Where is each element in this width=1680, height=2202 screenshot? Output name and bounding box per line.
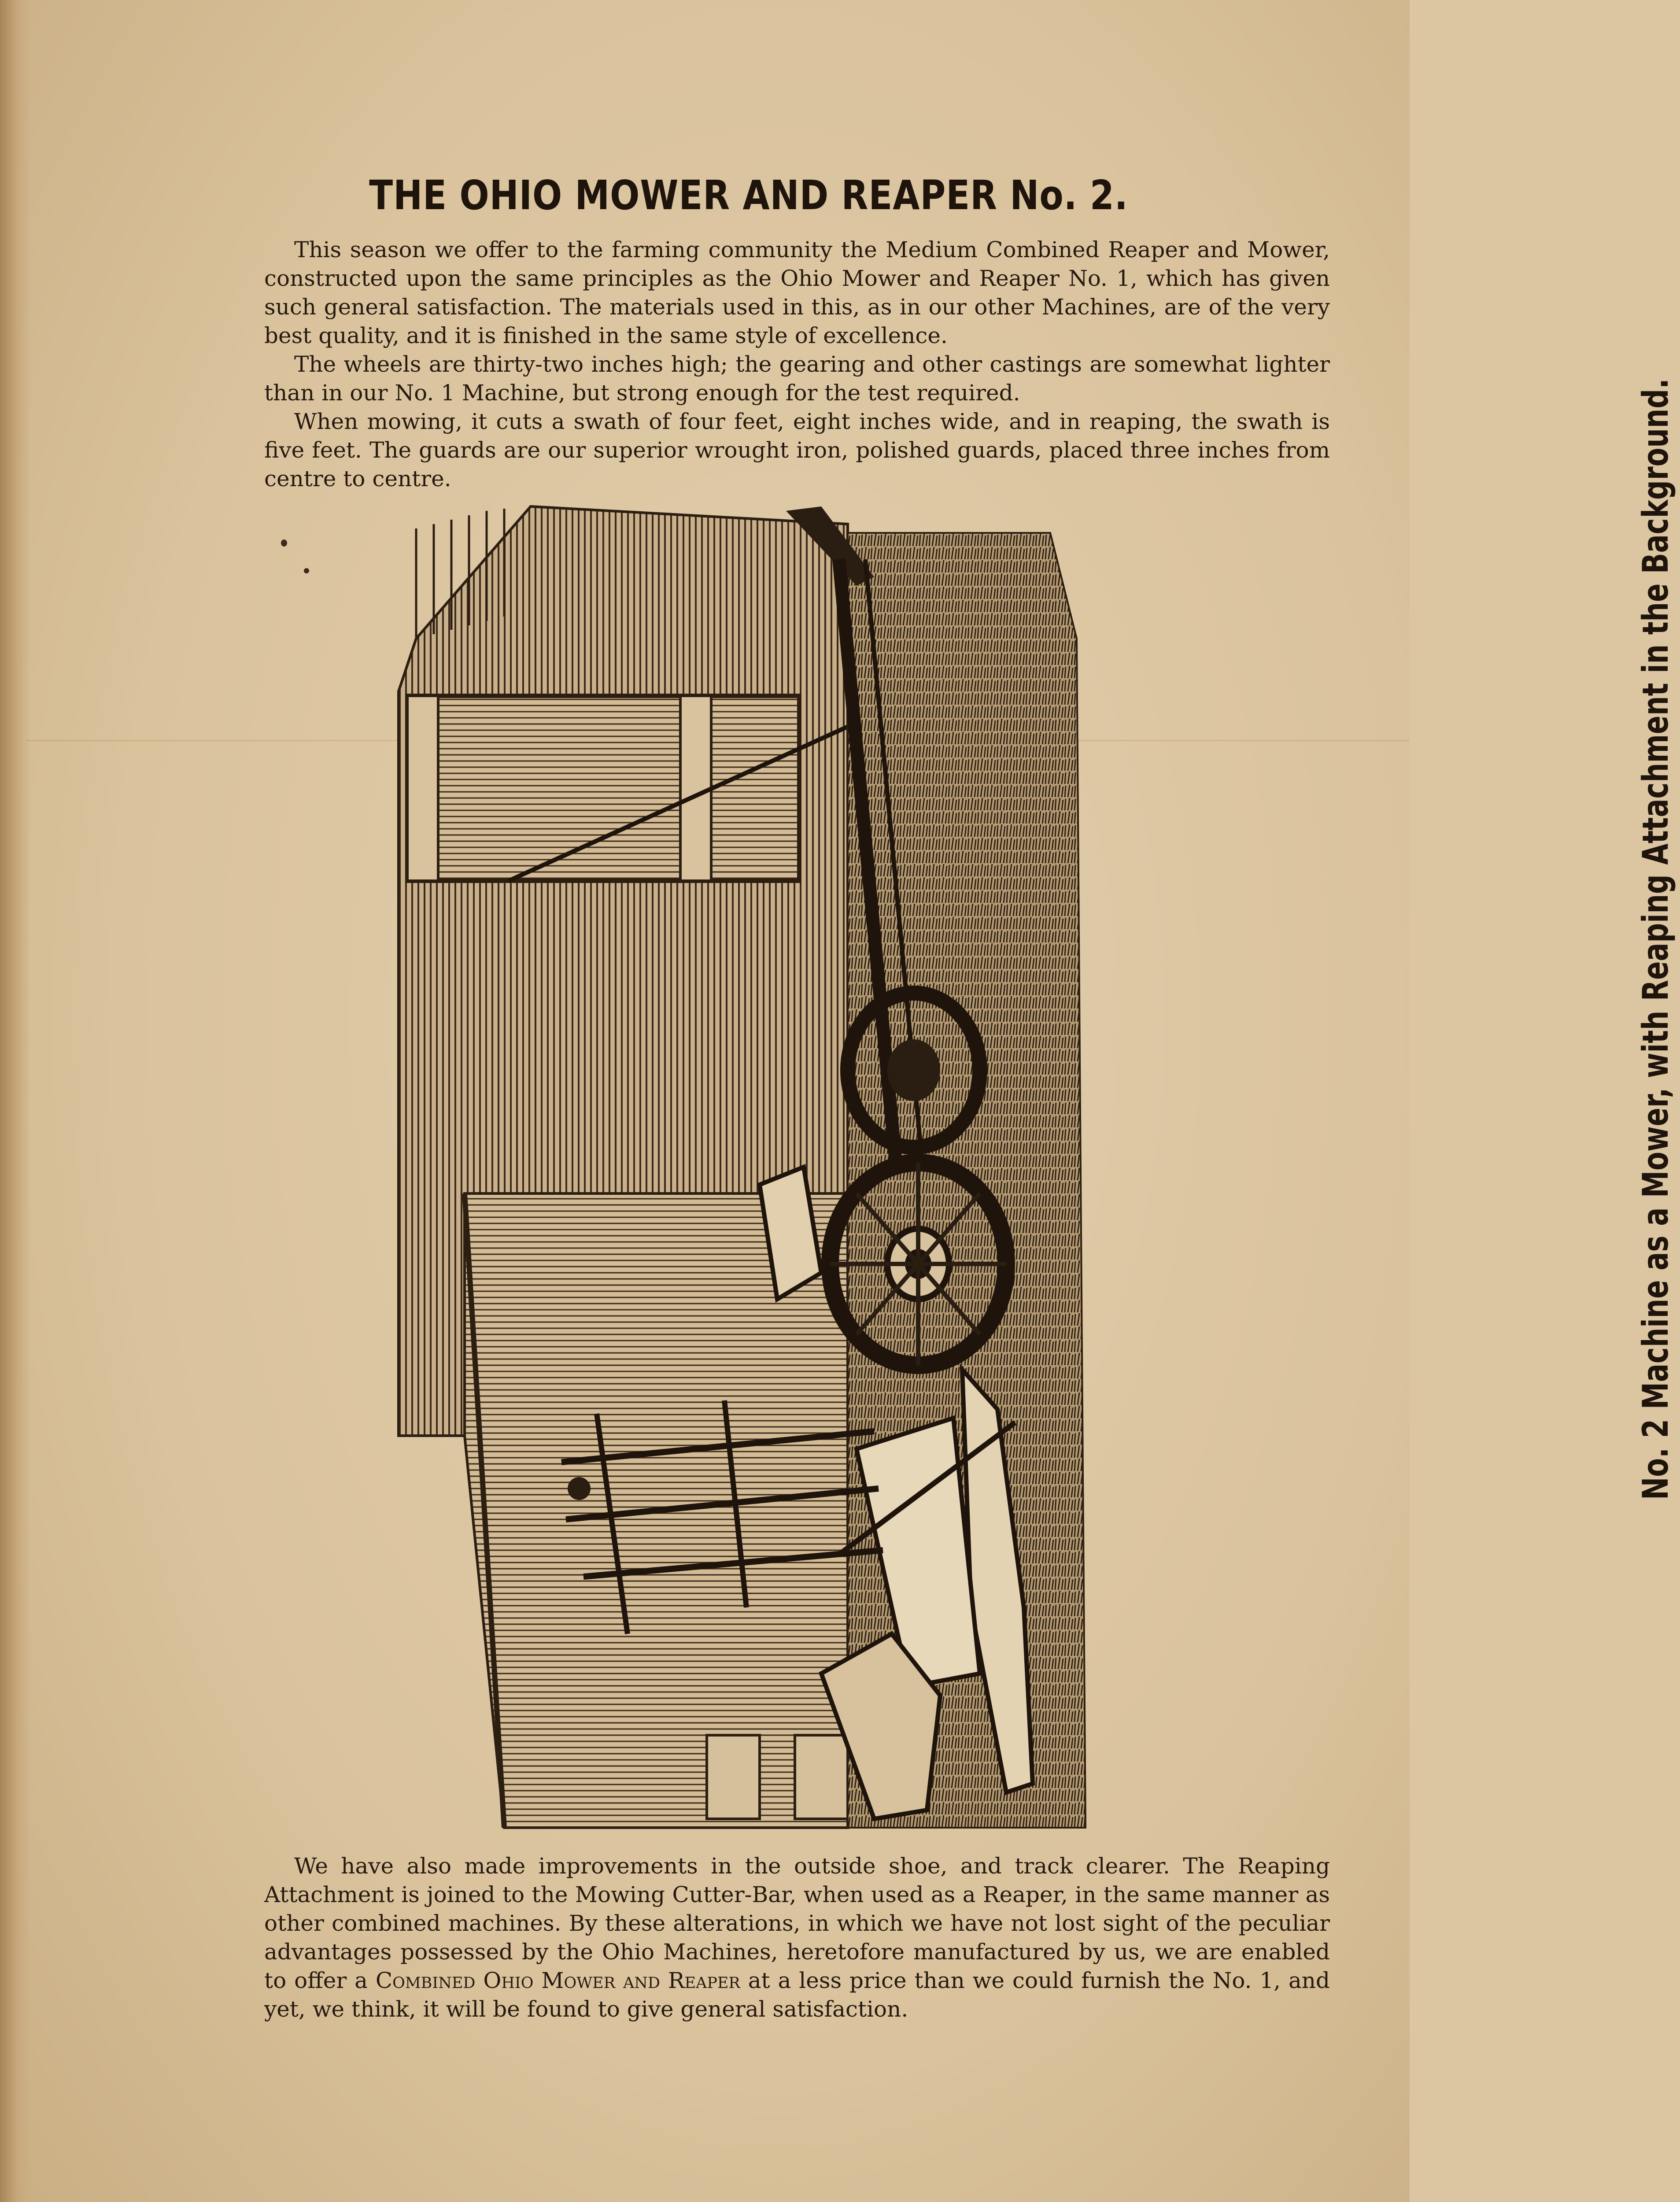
barn-window [407, 696, 848, 881]
mower-engraving [399, 506, 1090, 1836]
page-title: THE OHIO MOWER AND REAPER No. 2. [369, 172, 1128, 219]
paragraph-improvements: We have also made improvements in the outside shoe, and track clearer. The Reaping Attachment is joined to the Mowing Cutter-Bar, when used as a Reaper, in the same manner as other combined machines. By these alterations, in which we have not lost sight of the peculiar advantages possessed by the Ohio Machines, heretofore manufactured by us, we are enabled to offer a Combined Ohio Mower and Reaper at a less price than we could furnish the No. 1, and yet, we think, it will be found to give general satisfaction. [264, 1853, 1330, 2022]
ink-spot [304, 568, 309, 573]
product-name-small-caps: Combined Ohio Mower and Reaper [375, 1968, 740, 1993]
closing-text [264, 1852, 1330, 2024]
paragraph-wheels: The wheels are thirty-two inches high; the gearing and other castings are somewhat lighter than in our No. 1 Machine, but strong enough for the test required. [264, 351, 1330, 406]
binding-edge [0, 0, 31, 2202]
illustration-caption: No. 2 Machine as a Mower, with Reaping Attachment in the Background. [1635, 378, 1676, 1500]
ink-spot [281, 539, 287, 547]
paragraph-intro: This season we offer to the farming community the Medium Combined Reaper and Mower, constructed upon the same principles as the Ohio Mower and Reaper No. 1, which has given such general satisfaction. The materials used in this, as in our other Machines, are of the very best quality, and it is finished in the same style of excellence. [264, 237, 1330, 348]
intro-text [264, 236, 1330, 493]
paragraph-swath: When mowing, it cuts a swath of four feet, eight inches wide, and in reaping, the swath is five feet. The guards are our superior wrought iron, polished guards, placed three inches from centre to centre. [264, 409, 1330, 491]
